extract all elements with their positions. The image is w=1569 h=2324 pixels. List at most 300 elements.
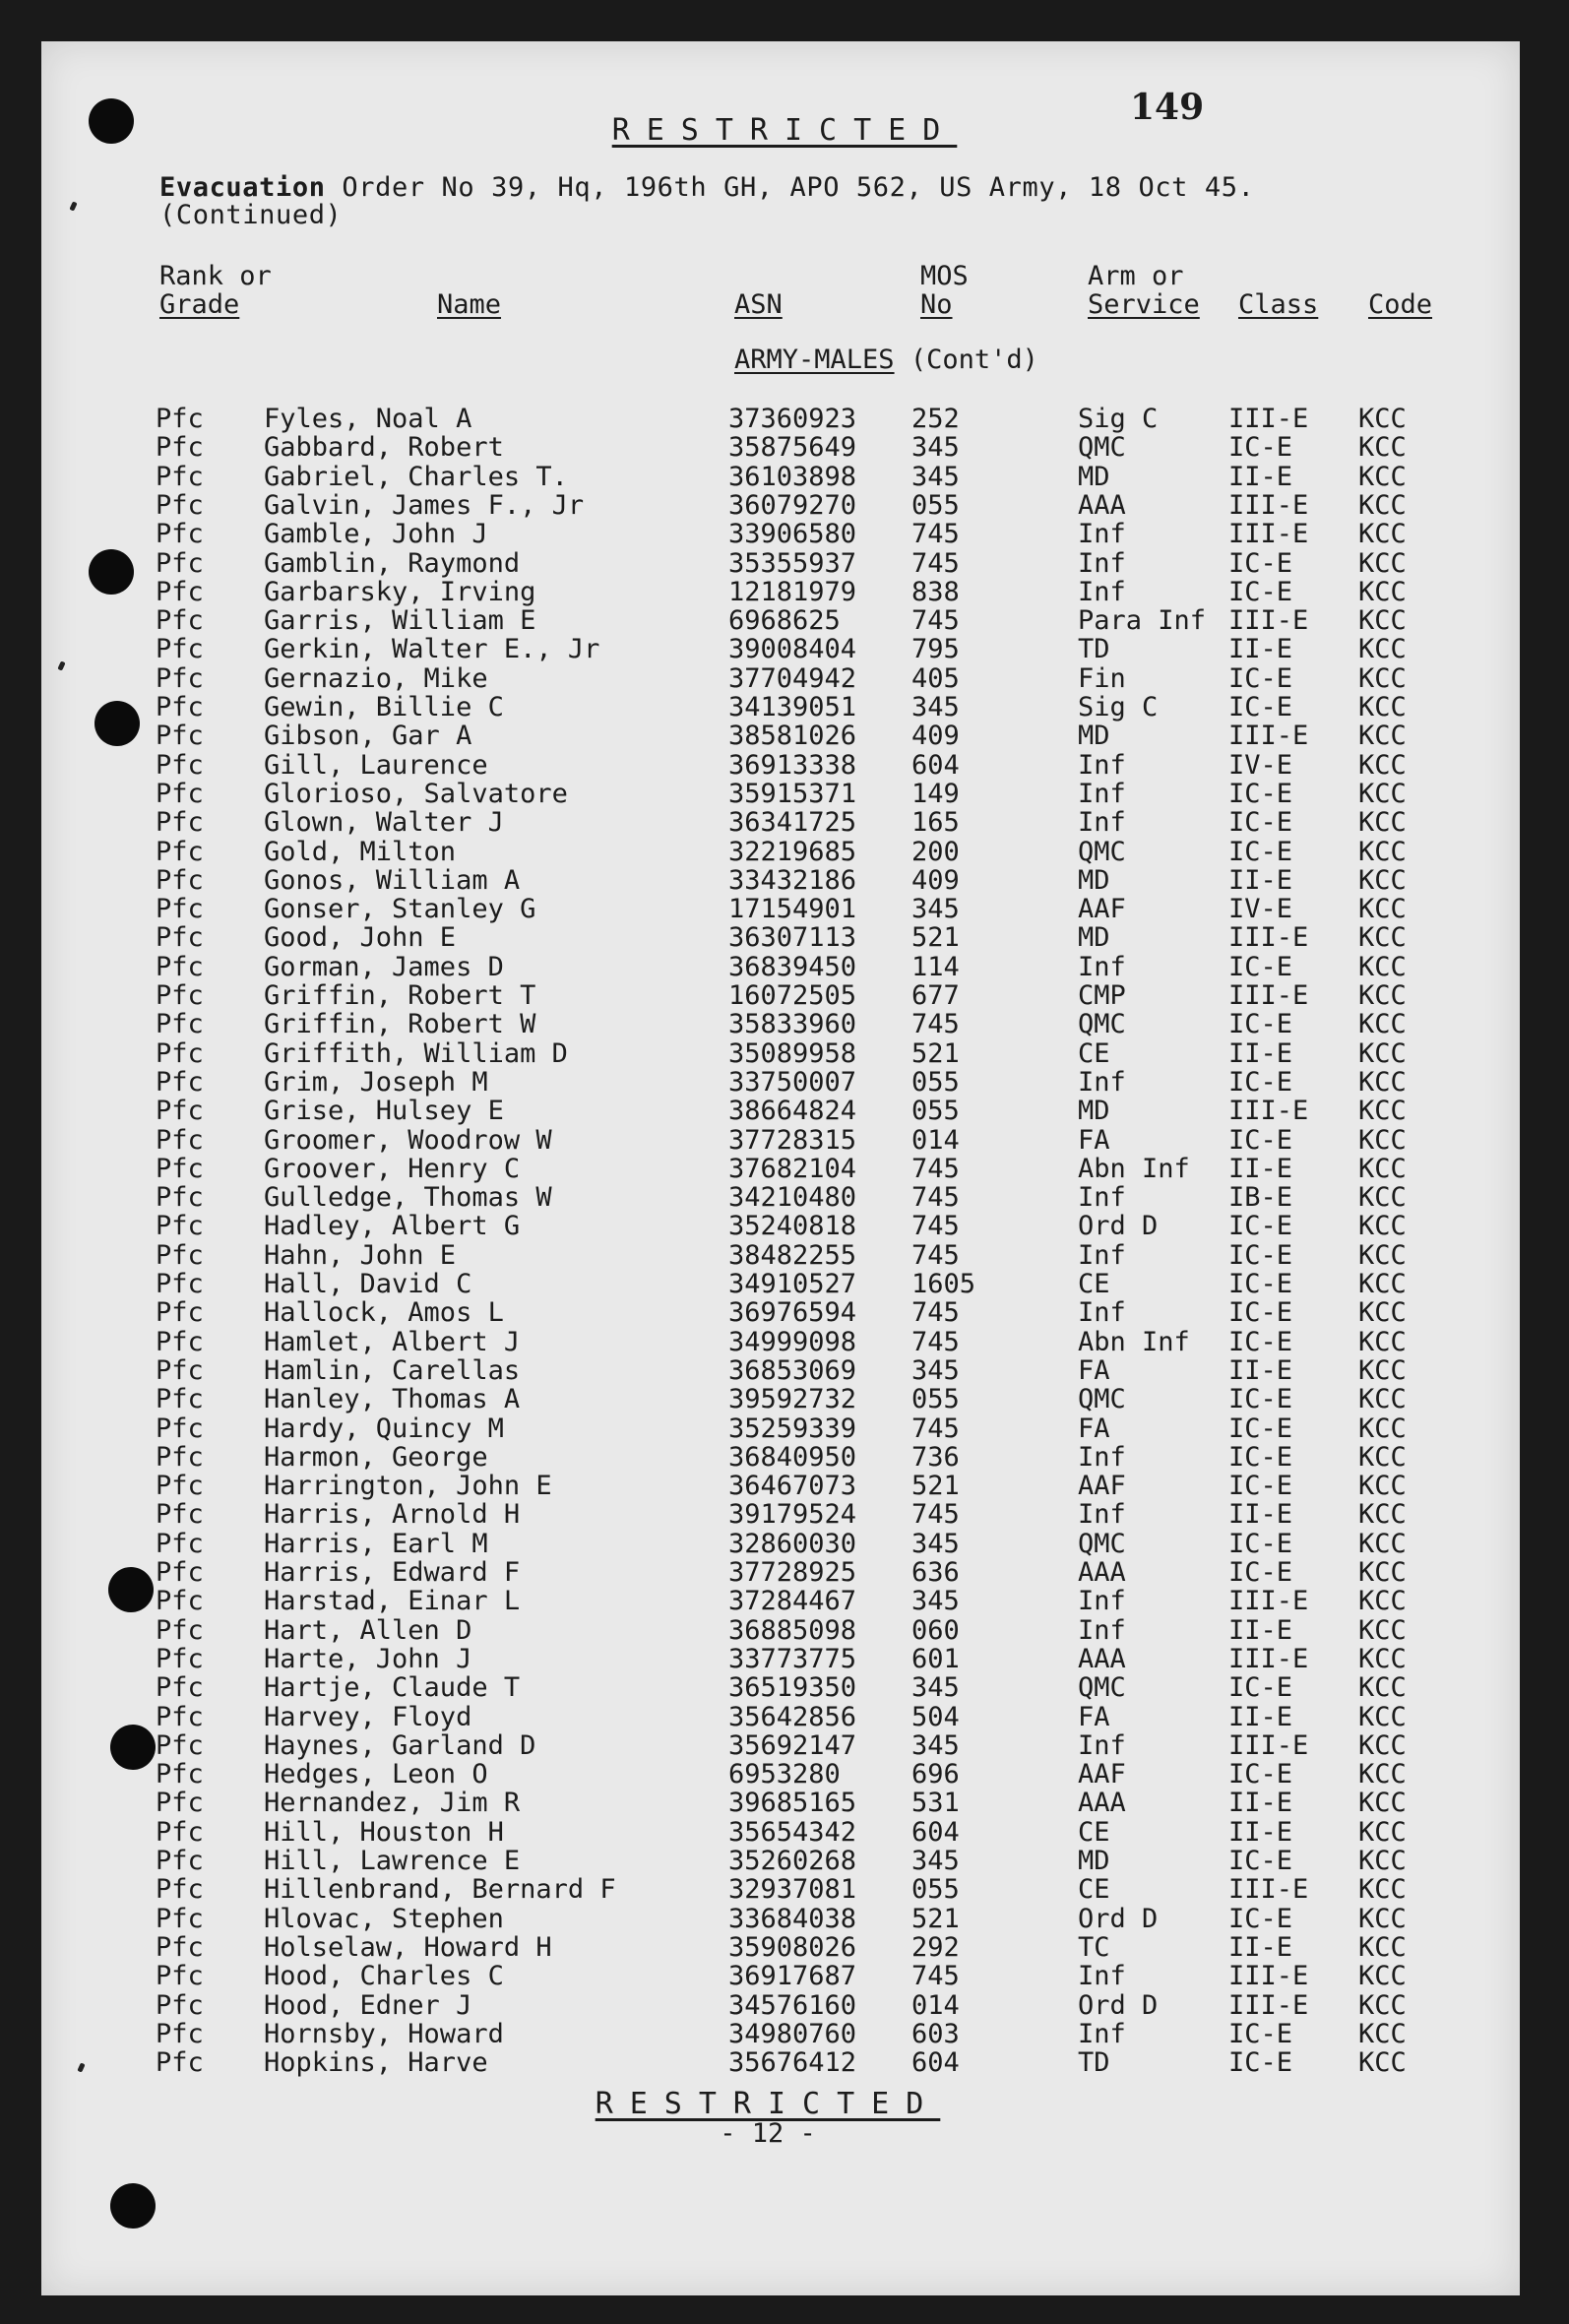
table-row bbox=[0, 1009, 1569, 1040]
cell-arm: Inf bbox=[1078, 778, 1126, 809]
cell-name: Harrington, John E bbox=[264, 1471, 552, 1502]
cell-class: III-E bbox=[1228, 922, 1309, 954]
cell-mos: 795 bbox=[911, 634, 960, 665]
cell-asn: 35654342 bbox=[728, 1816, 857, 1848]
folio-number: 149 bbox=[1130, 87, 1205, 128]
cell-class: IC-E bbox=[1228, 1528, 1293, 1559]
cell-class: IC-E bbox=[1228, 1672, 1293, 1704]
cell-asn: 33432186 bbox=[728, 864, 857, 896]
cell-name: Gabbard, Robert bbox=[264, 432, 504, 464]
cell-asn: 35676412 bbox=[728, 2047, 857, 2079]
cell-asn: 39685165 bbox=[728, 1788, 857, 1819]
cell-rank: Pfc bbox=[156, 2047, 204, 2079]
cell-arm: QMC bbox=[1078, 1009, 1126, 1040]
cell-code: KCC bbox=[1358, 1297, 1407, 1329]
table-row bbox=[0, 865, 1569, 894]
cell-name: Hood, Edner J bbox=[264, 1989, 472, 2021]
table-row bbox=[0, 2047, 1569, 2079]
cell-rank: Pfc bbox=[156, 547, 204, 579]
cell-mos: 521 bbox=[911, 1037, 960, 1069]
cell-name: Hill, Houston H bbox=[264, 1816, 504, 1848]
table-row bbox=[0, 837, 1569, 865]
col-arm-line1: Arm or bbox=[1088, 261, 1184, 291]
cell-class: II-E bbox=[1228, 634, 1293, 665]
table-row bbox=[0, 1672, 1569, 1704]
cell-class: IC-E bbox=[1228, 951, 1293, 982]
cell-mos: 521 bbox=[911, 1471, 960, 1502]
cell-mos: 745 bbox=[911, 1211, 960, 1242]
table-row bbox=[0, 1759, 1569, 1788]
cell-class: IC-E bbox=[1228, 432, 1293, 464]
cell-arm: CMP bbox=[1078, 980, 1126, 1011]
table-row bbox=[0, 1327, 1569, 1355]
cell-name: Gonos, William A bbox=[264, 864, 521, 896]
cell-name: Garris, William E bbox=[264, 605, 536, 637]
cell-mos: 345 bbox=[911, 1672, 960, 1704]
cell-name: Gerkin, Walter E., Jr bbox=[264, 634, 600, 665]
cell-arm: Inf bbox=[1078, 2018, 1126, 2049]
cell-rank: Pfc bbox=[156, 1384, 204, 1415]
cell-asn: 36839450 bbox=[728, 951, 857, 982]
cell-rank: Pfc bbox=[156, 1096, 204, 1127]
cell-name: Gulledge, Thomas W bbox=[264, 1182, 552, 1214]
cell-mos: 604 bbox=[911, 1816, 960, 1848]
cell-rank: Pfc bbox=[156, 1816, 204, 1848]
cell-arm: TC bbox=[1078, 1931, 1110, 1963]
cell-arm: AAF bbox=[1078, 1759, 1126, 1790]
cell-code: KCC bbox=[1358, 1759, 1407, 1790]
cell-asn: 37360923 bbox=[728, 404, 857, 434]
cell-arm: Inf bbox=[1078, 1729, 1126, 1761]
cell-name: Holselaw, Howard H bbox=[264, 1931, 552, 1963]
table-row bbox=[0, 490, 1569, 519]
cell-rank: Pfc bbox=[156, 1471, 204, 1502]
table-row bbox=[0, 548, 1569, 577]
cell-class: IC-E bbox=[1228, 778, 1293, 809]
cell-mos: 345 bbox=[911, 692, 960, 722]
cell-mos: 055 bbox=[911, 1384, 960, 1415]
table-row bbox=[0, 1269, 1569, 1297]
cell-rank: Pfc bbox=[156, 1672, 204, 1704]
table-row bbox=[0, 894, 1569, 925]
cell-name: Groover, Henry C bbox=[264, 1153, 521, 1184]
cell-class: III-E bbox=[1228, 1961, 1309, 1992]
cell-code: KCC bbox=[1358, 1211, 1407, 1242]
cell-code: KCC bbox=[1358, 1354, 1407, 1386]
cell-mos: 677 bbox=[911, 980, 960, 1011]
cell-name: Gamble, John J bbox=[264, 519, 488, 550]
cell-class: IC-E bbox=[1228, 1384, 1293, 1415]
cell-arm: FA bbox=[1078, 1413, 1110, 1444]
cell-code: KCC bbox=[1358, 1788, 1407, 1819]
cell-arm: Sig C bbox=[1078, 404, 1159, 434]
cell-arm: Inf bbox=[1078, 1614, 1126, 1646]
cell-name: Griffith, William D bbox=[264, 1037, 568, 1069]
cell-code: KCC bbox=[1358, 894, 1407, 925]
cell-asn: 38581026 bbox=[728, 721, 857, 752]
cell-asn: 35915371 bbox=[728, 778, 857, 809]
cell-asn: 34210480 bbox=[728, 1182, 857, 1214]
cell-arm: AAA bbox=[1078, 1557, 1126, 1588]
cell-code: KCC bbox=[1358, 1182, 1407, 1214]
order-title-lead: Evacuation bbox=[159, 172, 326, 203]
cell-mos: 745 bbox=[911, 1182, 960, 1214]
cell-arm: FA bbox=[1078, 1354, 1110, 1386]
cell-mos: 060 bbox=[911, 1614, 960, 1646]
cell-asn: 37704942 bbox=[728, 662, 857, 694]
cell-class: III-E bbox=[1228, 605, 1309, 637]
cell-mos: 745 bbox=[911, 1239, 960, 1271]
cell-code: KCC bbox=[1358, 1528, 1407, 1559]
cell-arm: Inf bbox=[1078, 1239, 1126, 1271]
table-row bbox=[0, 692, 1569, 721]
cell-class: IC-E bbox=[1228, 1759, 1293, 1790]
col-asn: ASN bbox=[734, 289, 783, 320]
cell-mos: 345 bbox=[911, 1729, 960, 1761]
cell-asn: 35692147 bbox=[728, 1729, 857, 1761]
cell-code: KCC bbox=[1358, 1557, 1407, 1588]
cell-class: IC-E bbox=[1228, 1846, 1293, 1876]
cell-rank: Pfc bbox=[156, 864, 204, 896]
cell-asn: 34139051 bbox=[728, 692, 857, 722]
cell-mos: 252 bbox=[911, 404, 960, 434]
cell-mos: 409 bbox=[911, 721, 960, 752]
col-mos-line2: No bbox=[920, 289, 953, 320]
cell-arm: AAF bbox=[1078, 894, 1126, 925]
cell-rank: Pfc bbox=[156, 404, 204, 434]
cell-mos: 1605 bbox=[911, 1269, 976, 1299]
cell-name: Hornsby, Howard bbox=[264, 2018, 504, 2049]
cell-code: KCC bbox=[1358, 1413, 1407, 1444]
table-row bbox=[0, 980, 1569, 1009]
cell-name: Hardy, Quincy M bbox=[264, 1413, 504, 1444]
cell-name: Gewin, Billie C bbox=[264, 692, 504, 722]
cell-class: IC-E bbox=[1228, 2018, 1293, 2049]
cell-asn: 36913338 bbox=[728, 749, 857, 781]
cell-class: III-E bbox=[1228, 1586, 1309, 1617]
cell-mos: 745 bbox=[911, 1499, 960, 1531]
cell-class: IC-E bbox=[1228, 1326, 1293, 1357]
cell-name: Gorman, James D bbox=[264, 951, 504, 982]
table-row bbox=[0, 577, 1569, 605]
cell-rank: Pfc bbox=[156, 778, 204, 809]
section-suffix: (Cont'd) bbox=[894, 345, 1038, 375]
cell-mos: 055 bbox=[911, 1096, 960, 1127]
table-row bbox=[0, 922, 1569, 954]
cell-arm: Inf bbox=[1078, 1586, 1126, 1617]
cell-code: KCC bbox=[1358, 1269, 1407, 1299]
cell-arm: Sig C bbox=[1078, 692, 1159, 722]
cell-arm: TD bbox=[1078, 2047, 1110, 2079]
cell-class: IB-E bbox=[1228, 1182, 1293, 1214]
cell-rank: Pfc bbox=[156, 1354, 204, 1386]
cell-name: Hart, Allen D bbox=[264, 1614, 472, 1646]
table-row bbox=[0, 1297, 1569, 1329]
table-row bbox=[0, 1471, 1569, 1502]
cell-code: KCC bbox=[1358, 1816, 1407, 1848]
table-row bbox=[0, 1904, 1569, 1932]
cell-rank: Pfc bbox=[156, 1153, 204, 1184]
restricted-footer: RESTRICTED bbox=[595, 2087, 941, 2121]
cell-asn: 36519350 bbox=[728, 1672, 857, 1704]
cell-code: KCC bbox=[1358, 2047, 1407, 2079]
cell-code: KCC bbox=[1358, 1874, 1407, 1906]
cell-mos: 055 bbox=[911, 1874, 960, 1906]
cell-rank: Pfc bbox=[156, 1788, 204, 1819]
cell-class: II-E bbox=[1228, 864, 1293, 896]
cell-asn: 6968625 bbox=[728, 605, 841, 637]
cell-code: KCC bbox=[1358, 461, 1407, 492]
cell-arm: CE bbox=[1078, 1816, 1110, 1848]
cell-rank: Pfc bbox=[156, 1846, 204, 1876]
cell-arm: MD bbox=[1078, 864, 1110, 896]
cell-rank: Pfc bbox=[156, 1182, 204, 1214]
cell-class: II-E bbox=[1228, 461, 1293, 492]
cell-asn: 35240818 bbox=[728, 1211, 857, 1242]
cell-asn: 33684038 bbox=[728, 1903, 857, 1934]
cell-code: KCC bbox=[1358, 404, 1407, 434]
cell-rank: Pfc bbox=[156, 1557, 204, 1588]
cell-mos: 745 bbox=[911, 605, 960, 637]
cell-mos: 521 bbox=[911, 922, 960, 954]
table-row bbox=[0, 1615, 1569, 1644]
cell-arm: QMC bbox=[1078, 1672, 1126, 1704]
cell-rank: Pfc bbox=[156, 1413, 204, 1444]
cell-asn: 36307113 bbox=[728, 922, 857, 954]
cell-asn: 36840950 bbox=[728, 1441, 857, 1473]
cell-code: KCC bbox=[1358, 807, 1407, 839]
cell-asn: 35642856 bbox=[728, 1701, 857, 1732]
cell-class: II-E bbox=[1228, 1153, 1293, 1184]
cell-code: KCC bbox=[1358, 1989, 1407, 2021]
table-row bbox=[0, 634, 1569, 665]
cell-class: II-E bbox=[1228, 1788, 1293, 1819]
cell-rank: Pfc bbox=[156, 1759, 204, 1790]
cell-rank: Pfc bbox=[156, 2018, 204, 2049]
cell-arm: AAF bbox=[1078, 1471, 1126, 1502]
cell-code: KCC bbox=[1358, 721, 1407, 752]
cell-name: Hadley, Albert G bbox=[264, 1211, 521, 1242]
cell-arm: Inf bbox=[1078, 1066, 1126, 1098]
cell-class: IC-E bbox=[1228, 1124, 1293, 1156]
cell-class: IC-E bbox=[1228, 692, 1293, 722]
cell-name: Hedges, Leon O bbox=[264, 1759, 488, 1790]
cell-asn: 35259339 bbox=[728, 1413, 857, 1444]
cell-asn: 17154901 bbox=[728, 894, 857, 925]
cell-asn: 37284467 bbox=[728, 1586, 857, 1617]
table-row bbox=[0, 1240, 1569, 1269]
cell-name: Hallock, Amos L bbox=[264, 1297, 504, 1329]
cell-code: KCC bbox=[1358, 662, 1407, 694]
cell-arm: Ord D bbox=[1078, 1989, 1159, 2021]
cell-mos: 014 bbox=[911, 1124, 960, 1156]
cell-mos: 200 bbox=[911, 836, 960, 867]
cell-arm: FA bbox=[1078, 1701, 1110, 1732]
cell-rank: Pfc bbox=[156, 1066, 204, 1098]
cell-rank: Pfc bbox=[156, 1124, 204, 1156]
cell-rank: Pfc bbox=[156, 1326, 204, 1357]
cell-class: II-E bbox=[1228, 1614, 1293, 1646]
cell-asn: 36853069 bbox=[728, 1354, 857, 1386]
table-row bbox=[0, 1730, 1569, 1759]
cell-mos: 345 bbox=[911, 1586, 960, 1617]
cell-name: Hanley, Thomas A bbox=[264, 1384, 521, 1415]
cell-class: IC-E bbox=[1228, 1239, 1293, 1271]
table-row bbox=[0, 952, 1569, 980]
order-title bbox=[159, 172, 1254, 203]
section-label: ARMY-MALES bbox=[734, 345, 895, 375]
cell-mos: 838 bbox=[911, 576, 960, 607]
cell-rank: Pfc bbox=[156, 489, 204, 521]
cell-name: Gabriel, Charles T. bbox=[264, 461, 568, 492]
cell-mos: 603 bbox=[911, 2018, 960, 2049]
cell-asn: 6953280 bbox=[728, 1759, 841, 1790]
cell-mos: 345 bbox=[911, 461, 960, 492]
cell-name: Groomer, Woodrow W bbox=[264, 1124, 552, 1156]
cell-code: KCC bbox=[1358, 1729, 1407, 1761]
col-rank-line2: Grade bbox=[159, 289, 240, 320]
cell-code: KCC bbox=[1358, 2018, 1407, 2049]
order-title-rest: Order No 39, Hq, 196th GH, APO 562, US Army, 18 Oct 45. bbox=[325, 172, 1255, 203]
table-row bbox=[0, 1154, 1569, 1182]
cell-class: III-E bbox=[1228, 489, 1309, 521]
cell-class: IC-E bbox=[1228, 1211, 1293, 1242]
table-row bbox=[0, 1067, 1569, 1096]
cell-class: IC-E bbox=[1228, 1903, 1293, 1934]
cell-asn: 33773775 bbox=[728, 1643, 857, 1674]
cell-arm: MD bbox=[1078, 1846, 1110, 1876]
cell-name: Harvey, Floyd bbox=[264, 1701, 472, 1732]
cell-code: KCC bbox=[1358, 1961, 1407, 1992]
cell-mos: 345 bbox=[911, 432, 960, 464]
cell-mos: 745 bbox=[911, 1326, 960, 1357]
cell-code: KCC bbox=[1358, 1037, 1407, 1069]
cell-mos: 345 bbox=[911, 1528, 960, 1559]
cell-arm: CE bbox=[1078, 1269, 1110, 1299]
cell-mos: 521 bbox=[911, 1903, 960, 1934]
cell-asn: 38482255 bbox=[728, 1239, 857, 1271]
cell-arm: Inf bbox=[1078, 519, 1126, 550]
cell-arm: QMC bbox=[1078, 1384, 1126, 1415]
cell-name: Gibson, Gar A bbox=[264, 721, 472, 752]
cell-rank: Pfc bbox=[156, 432, 204, 464]
cell-asn: 37728315 bbox=[728, 1124, 857, 1156]
cell-rank: Pfc bbox=[156, 634, 204, 665]
cell-mos: 165 bbox=[911, 807, 960, 839]
cell-mos: 745 bbox=[911, 519, 960, 550]
table-row bbox=[0, 1182, 1569, 1214]
cell-asn: 36103898 bbox=[728, 461, 857, 492]
table-row bbox=[0, 1355, 1569, 1384]
cell-arm: Inf bbox=[1078, 951, 1126, 982]
table-row bbox=[0, 1990, 1569, 2019]
cell-rank: Pfc bbox=[156, 605, 204, 637]
cell-asn: 34910527 bbox=[728, 1269, 857, 1299]
cell-asn: 34576160 bbox=[728, 1989, 857, 2021]
cell-asn: 35875649 bbox=[728, 432, 857, 464]
cell-name: Griffin, Robert T bbox=[264, 980, 536, 1011]
cell-asn: 36467073 bbox=[728, 1471, 857, 1502]
cell-asn: 34999098 bbox=[728, 1326, 857, 1357]
cell-asn: 36976594 bbox=[728, 1297, 857, 1329]
cell-name: Gill, Laurence bbox=[264, 749, 488, 781]
cell-name: Grise, Hulsey E bbox=[264, 1096, 504, 1127]
cell-code: KCC bbox=[1358, 1066, 1407, 1098]
cell-mos: 345 bbox=[911, 894, 960, 925]
cell-asn: 35089958 bbox=[728, 1037, 857, 1069]
cell-mos: 409 bbox=[911, 864, 960, 896]
cell-class: IC-E bbox=[1228, 1413, 1293, 1444]
cell-arm: Inf bbox=[1078, 749, 1126, 781]
cell-mos: 149 bbox=[911, 778, 960, 809]
cell-class: III-E bbox=[1228, 404, 1309, 434]
cell-code: KCC bbox=[1358, 1326, 1407, 1357]
cell-arm: AAA bbox=[1078, 1788, 1126, 1819]
cell-class: III-E bbox=[1228, 519, 1309, 550]
cell-code: KCC bbox=[1358, 489, 1407, 521]
cell-class: IC-E bbox=[1228, 547, 1293, 579]
cell-rank: Pfc bbox=[156, 1009, 204, 1040]
table-row bbox=[0, 1846, 1569, 1874]
cell-code: KCC bbox=[1358, 1701, 1407, 1732]
cell-asn: 39179524 bbox=[728, 1499, 857, 1531]
cell-name: Gamblin, Raymond bbox=[264, 547, 521, 579]
cell-arm: Inf bbox=[1078, 1297, 1126, 1329]
cell-rank: Pfc bbox=[156, 692, 204, 722]
cell-arm: Ord D bbox=[1078, 1903, 1159, 1934]
cell-asn: 37682104 bbox=[728, 1153, 857, 1184]
cell-class: IV-E bbox=[1228, 749, 1293, 781]
cell-class: III-E bbox=[1228, 1643, 1309, 1674]
cell-code: KCC bbox=[1358, 432, 1407, 464]
cell-name: Hall, David C bbox=[264, 1269, 472, 1299]
cell-asn: 36079270 bbox=[728, 489, 857, 521]
table-row bbox=[0, 1038, 1569, 1067]
cell-name: Harris, Earl M bbox=[264, 1528, 488, 1559]
cell-code: KCC bbox=[1358, 1009, 1407, 1040]
cell-mos: 745 bbox=[911, 1297, 960, 1329]
cell-asn: 32860030 bbox=[728, 1528, 857, 1559]
cell-arm: MD bbox=[1078, 922, 1110, 954]
cell-name: Good, John E bbox=[264, 922, 457, 954]
cell-name: Gold, Milton bbox=[264, 836, 457, 867]
cell-asn: 35908026 bbox=[728, 1931, 857, 1963]
cell-name: Hahn, John E bbox=[264, 1239, 457, 1271]
table-row bbox=[0, 1874, 1569, 1906]
cell-mos: 055 bbox=[911, 489, 960, 521]
cell-code: KCC bbox=[1358, 1903, 1407, 1934]
cell-rank: Pfc bbox=[156, 1643, 204, 1674]
cell-arm: QMC bbox=[1078, 836, 1126, 867]
cell-code: KCC bbox=[1358, 1384, 1407, 1415]
cell-arm: Inf bbox=[1078, 807, 1126, 839]
cell-rank: Pfc bbox=[156, 980, 204, 1011]
cell-code: KCC bbox=[1358, 1096, 1407, 1127]
cell-class: II-E bbox=[1228, 1354, 1293, 1386]
cell-asn: 34980760 bbox=[728, 2018, 857, 2049]
cell-rank: Pfc bbox=[156, 922, 204, 954]
cell-rank: Pfc bbox=[156, 1037, 204, 1069]
cell-rank: Pfc bbox=[156, 1297, 204, 1329]
cell-rank: Pfc bbox=[156, 749, 204, 781]
cell-name: Hillenbrand, Bernard F bbox=[264, 1874, 616, 1906]
restricted-header: RESTRICTED bbox=[611, 113, 958, 148]
section-heading bbox=[734, 345, 1038, 375]
cell-asn: 36341725 bbox=[728, 807, 857, 839]
cell-code: KCC bbox=[1358, 1441, 1407, 1473]
cell-mos: 745 bbox=[911, 1413, 960, 1444]
table-row bbox=[0, 605, 1569, 637]
